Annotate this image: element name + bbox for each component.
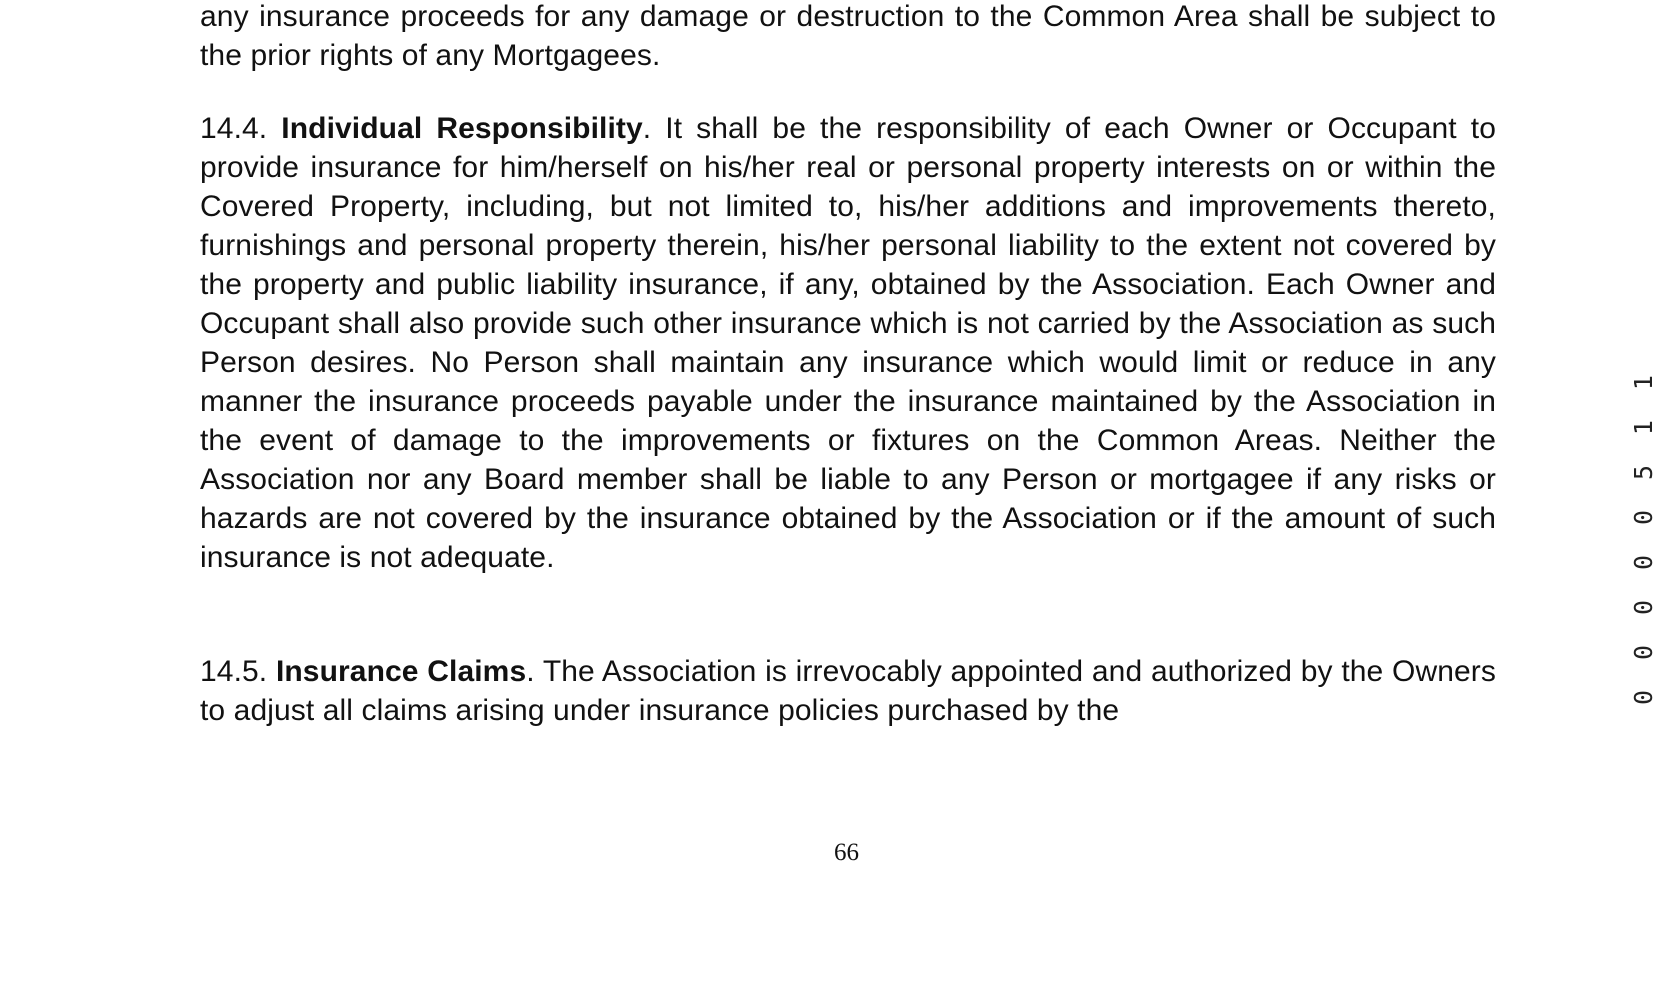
section-14-4-body: . It shall be the responsibility of each Owner or Occupant to provide insurance for him/herself on his/her real or personal property interests on or within the Covered Property, including, but not limited to, his/her additions and improvements thereto, furnishings and personal property therein, his/her personal liability to the extent not covered by the property and public liability insurance, if any, obtained by the Association. Each Owner and Occupant shall also provide such other insurance which is not carried by the Association as such Person desires. No Person shall maintain any insurance which would limit or reduce in any manner the insurance proceeds payable under the insurance maintained by the Association in the event of damage to the improvements or fixtures on the Common Areas. Neither the Association nor any Board member shall be liable to any Person or mortgagee if any risks or hazards are not covered by the insurance obtained by the Association or if the amount of such insurance is not adequate. (200, 112, 1496, 574)
section-14-4 (200, 109, 1496, 577)
section-14-5 (200, 652, 1496, 730)
section-14-5-title: Insurance Claims (275, 655, 527, 688)
page-number: 66 (834, 839, 859, 866)
continued-paragraph: any insurance proceeds for any damage or destruction to the Common Area shall be subject to the prior rights of any Mortgagees. (200, 0, 1496, 72)
section-14-5-number: 14.5. (200, 655, 268, 688)
section-14-4-title: Individual Responsibility (281, 112, 643, 145)
section-14-4-number: 14.4. (200, 112, 268, 145)
vertical-side-stamp (1626, 360, 1666, 705)
section-14-5-body: . The Association is irrevocably appointed and authorized by the Owners to adjust all claims arising under insurance policies purchased by the (200, 655, 1496, 727)
side-stamp-text: 00000511 (1629, 375, 1658, 705)
